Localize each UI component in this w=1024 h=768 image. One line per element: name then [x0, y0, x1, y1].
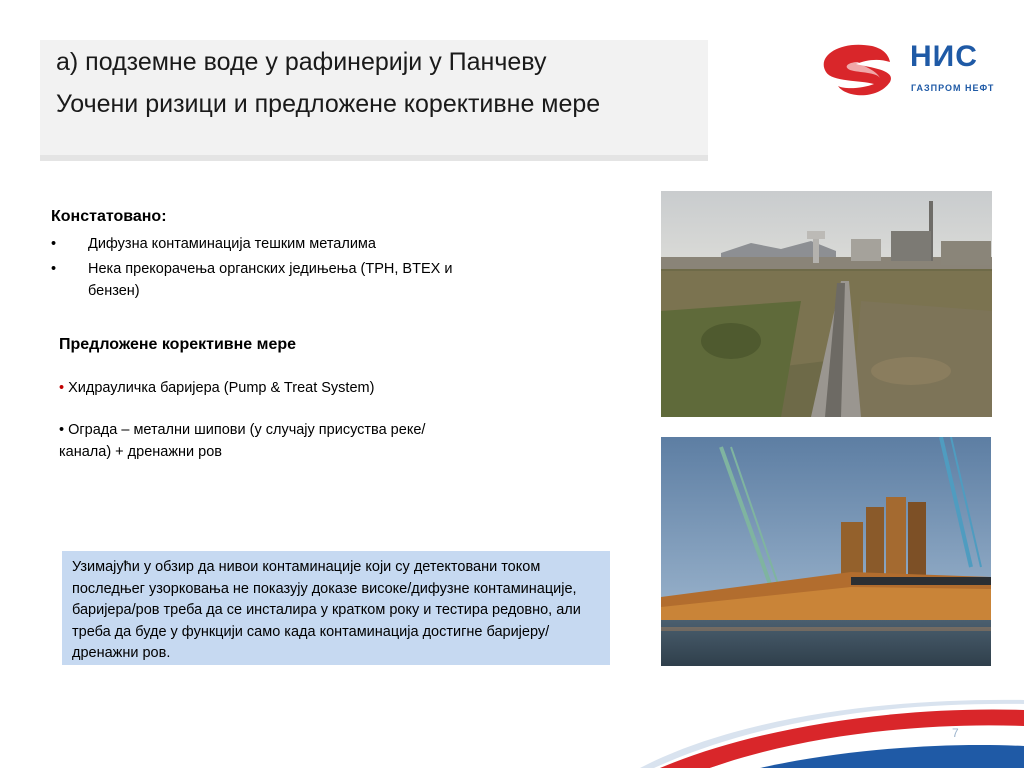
bullet-icon: •	[59, 422, 65, 438]
page-number: 7	[952, 726, 959, 740]
finding-text: Нека прекорачења органских једињења (TPH, BTEX и бензен)	[88, 261, 453, 299]
bullet-icon: •	[51, 236, 57, 252]
sheet-pile-construction-photo	[661, 437, 991, 666]
measures-heading: Предложене корективне мере	[59, 336, 297, 353]
logo-wordmark: НИС	[910, 40, 978, 73]
decorative-swoosh	[640, 696, 1024, 768]
measure-text: Ограда – метални шипови (у случају присуства реке/канала) + дренажни ров	[59, 422, 426, 460]
logo-subtitle: ГАЗПРОМ НЕФТ	[911, 83, 995, 93]
refinery-site-photo	[661, 191, 992, 417]
slide-title: а) подземне воде у рафинерији у Панчеву	[56, 48, 547, 76]
bullet-icon: •	[51, 261, 57, 277]
findings-heading: Констатовано:	[51, 208, 167, 225]
measure-item	[59, 419, 459, 463]
title-box	[40, 40, 708, 155]
finding-text: Дифузна контаминација тешким металима	[88, 236, 376, 252]
measure-text: Хидрауличка баријера (Pump & Treat System)	[68, 380, 375, 396]
bullet-icon: •	[59, 380, 65, 396]
slide-subtitle: Уочени ризици и предложене корективне мере	[56, 90, 601, 118]
note-box: Узимајући у обзир да нивои контаминације који су детектовани током последњег узорковања не показују доказе високе/дифузне контаминације, баријера/ров треба да се инсталира у кратком року и тестира редовно, али треба да буде у функцији само када контаминација достигне баријеру/дренажни ров.	[62, 551, 610, 665]
measure-item	[59, 377, 479, 399]
